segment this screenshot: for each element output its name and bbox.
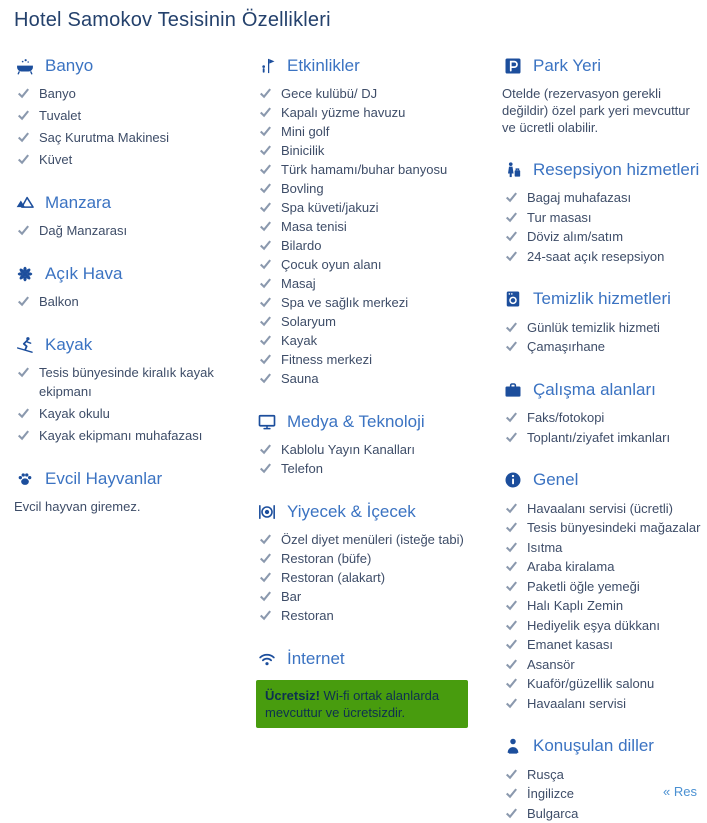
section-title: Park Yeri <box>533 55 602 75</box>
facility-item-label: Mini golf <box>281 124 330 139</box>
facility-item-label: Asansör <box>527 656 575 672</box>
dining-icon <box>256 501 278 522</box>
facility-item-label: Kuaför/güzellik salonu <box>527 676 655 691</box>
facility-item-label: Havaalanı servisi (ücretli) <box>527 500 673 516</box>
check-icon <box>260 549 271 568</box>
check-icon <box>506 188 517 207</box>
check-icon <box>260 141 271 160</box>
facility-item <box>256 312 502 331</box>
section-header <box>502 159 701 180</box>
section-calisma-alanlari <box>502 379 701 447</box>
section-temizlik-hizmetleri <box>502 289 701 357</box>
check-icon <box>260 530 271 549</box>
check-icon <box>506 596 517 615</box>
facility-item-label: Çamaşırhane <box>527 339 606 354</box>
section-header <box>14 334 256 355</box>
check-icon <box>506 408 517 427</box>
facility-item <box>256 217 502 236</box>
facility-item <box>256 530 502 549</box>
facility-list <box>14 363 256 445</box>
section-acik-hava <box>14 263 256 311</box>
facility-item-label: Bulgarca <box>527 805 579 821</box>
facility-item <box>256 255 502 274</box>
facility-item-label: Restoran <box>281 608 334 623</box>
facility-item-label: Çocuk oyun alanı <box>281 257 382 272</box>
facility-item <box>502 635 701 654</box>
facility-item <box>14 426 256 445</box>
facility-item-label: Küvet <box>39 152 73 167</box>
facility-item <box>502 616 701 635</box>
facility-item <box>256 350 502 369</box>
facility-item-label: Döviz alım/satım <box>527 229 624 244</box>
section-header <box>502 289 701 310</box>
check-icon <box>260 103 271 122</box>
check-icon <box>18 128 29 147</box>
facility-item <box>256 141 502 160</box>
facility-item <box>14 128 256 147</box>
facility-item <box>502 408 701 427</box>
section-note: Evcil hayvan giremez. <box>14 499 141 514</box>
banner-highlight: Ücretsiz! <box>265 688 320 703</box>
facility-item <box>256 160 502 179</box>
facility-item-label: Bovling <box>281 181 324 196</box>
facility-item-label: Faks/fotokopi <box>527 410 605 425</box>
check-icon <box>506 518 517 537</box>
facility-item <box>502 227 701 246</box>
facility-item <box>256 293 502 312</box>
section-title: Manzara <box>45 192 112 212</box>
section-medya-and-teknoloji <box>256 411 502 478</box>
facility-item <box>14 404 256 423</box>
section-title: Medya & Teknoloji <box>287 411 425 431</box>
facility-item-label: Telefon <box>281 461 323 476</box>
golf-flag-icon <box>256 55 278 76</box>
facility-item <box>14 363 256 401</box>
section-header <box>14 263 256 284</box>
check-icon <box>260 369 271 388</box>
facility-item <box>502 208 701 227</box>
facility-item-label: Banyo <box>39 86 76 101</box>
section-genel <box>502 470 701 713</box>
check-icon <box>506 694 517 713</box>
facility-item <box>256 459 502 478</box>
section-header <box>502 55 701 76</box>
check-icon <box>506 247 517 266</box>
facility-item <box>502 337 701 356</box>
section-banyo <box>14 55 256 169</box>
facility-item-label: Spa ve sağlık merkezi <box>281 295 409 310</box>
check-icon <box>260 84 271 103</box>
section-title: Yiyecek & İçecek <box>287 501 416 521</box>
check-icon <box>506 784 517 803</box>
section-header <box>256 648 502 669</box>
check-icon <box>18 426 29 445</box>
section-title: Etkinlikler <box>287 55 360 75</box>
facility-list <box>502 499 701 713</box>
facility-item-label: Restoran (büfe) <box>281 551 372 566</box>
check-icon <box>506 538 517 557</box>
check-icon <box>260 331 271 350</box>
facility-list <box>502 188 701 266</box>
section-header <box>502 736 701 757</box>
section-resepsiyon-hizmetleri <box>502 159 701 266</box>
facility-item-label: Fitness merkezi <box>281 352 373 367</box>
facility-item-label: Rusça <box>527 766 564 782</box>
facility-item-label: Havaalanı servisi <box>527 695 626 711</box>
facility-item <box>502 538 701 557</box>
facility-item <box>256 549 502 568</box>
check-icon <box>260 459 271 478</box>
person-icon <box>502 736 524 757</box>
facility-item-label: Tuvalet <box>39 108 82 123</box>
facility-item <box>256 568 502 587</box>
section-title: İnternet <box>287 648 345 668</box>
facility-item-label: Masa tenisi <box>281 219 347 234</box>
section-note: Otelde (rezervasyon gerekli değildir) özel park yeri mevcuttur ve ücretli olabilir. <box>502 86 690 135</box>
section-title: Çalışma alanları <box>533 379 656 399</box>
facility-item <box>502 596 701 615</box>
facility-item-label: Saç Kurutma Makinesi <box>39 130 170 145</box>
facility-item-label: Kapalı yüzme havuzu <box>281 105 406 120</box>
facility-item <box>14 150 256 169</box>
facility-item <box>502 428 701 447</box>
facility-item <box>502 557 701 576</box>
check-icon <box>18 221 29 240</box>
section-title: Açık Hava <box>45 263 123 283</box>
facility-item-label: Dağ Manzarası <box>39 223 128 238</box>
section-kayak <box>14 334 256 445</box>
facility-list <box>502 408 701 447</box>
facility-item <box>256 440 502 459</box>
facility-list <box>256 84 502 388</box>
check-icon <box>18 84 29 103</box>
skier-icon <box>14 334 36 355</box>
facility-item <box>256 84 502 103</box>
facility-item <box>14 106 256 125</box>
facility-list <box>256 530 502 625</box>
mountains-icon <box>14 192 36 213</box>
facility-item-label: Solaryum <box>281 314 336 329</box>
column-1 <box>14 32 256 515</box>
wifi-icon <box>256 648 278 669</box>
facility-item-label: Özel diyet menüleri (isteğe tabi) <box>281 532 464 547</box>
facility-item <box>502 188 701 207</box>
check-icon <box>260 198 271 217</box>
check-icon <box>506 428 517 447</box>
section-header <box>256 411 502 432</box>
check-icon <box>260 350 271 369</box>
check-icon <box>506 577 517 596</box>
section-title: Resepsiyon hizmetleri <box>533 159 700 179</box>
facility-item <box>502 577 701 596</box>
info-icon <box>502 470 524 491</box>
washer-icon <box>502 289 524 310</box>
facility-item-label: Kayak <box>281 333 318 348</box>
free-wifi-banner <box>256 680 468 728</box>
section-title: Temizlik hizmetleri <box>533 289 671 308</box>
facility-item-label: Kayak ekipmanı muhafazası <box>39 428 203 443</box>
facility-item-label: Kayak okulu <box>39 406 110 421</box>
facility-item-label: Tesis bünyesinde kiralık kayak ekipmanı <box>39 365 214 399</box>
facility-item-label: Toplantı/ziyafet imkanları <box>527 429 671 445</box>
parking-icon <box>502 55 524 76</box>
bathtub-icon <box>14 55 36 76</box>
check-icon <box>506 227 517 246</box>
facility-item-label: Bilardo <box>281 238 322 253</box>
facility-item-label: 24-saat açık resepsiyon <box>527 248 665 264</box>
section-header <box>14 468 256 489</box>
section-manzara <box>14 192 256 240</box>
facility-item <box>502 247 701 266</box>
facility-item <box>502 518 701 537</box>
check-icon <box>260 274 271 293</box>
check-icon <box>260 217 271 236</box>
section-header <box>256 501 502 522</box>
section-internet <box>256 648 502 728</box>
facility-item <box>502 765 701 784</box>
section-title: Evcil Hayvanlar <box>45 468 163 488</box>
facility-item <box>256 587 502 606</box>
facility-item <box>502 694 701 713</box>
facility-item-label: Binicilik <box>281 143 325 158</box>
check-icon <box>506 208 517 227</box>
check-icon <box>506 804 517 823</box>
facility-item <box>502 804 701 823</box>
facility-item-label: Bar <box>281 589 302 604</box>
check-icon <box>260 568 271 587</box>
facility-item-label: Halı Kaplı Zemin <box>527 598 624 613</box>
check-icon <box>506 635 517 654</box>
page-title: Hotel Samokov Tesisinin Özellikleri <box>14 9 331 31</box>
bellhop-icon <box>502 159 524 180</box>
check-icon <box>260 606 271 625</box>
facility-item-label: Tesis bünyesindeki mağazalar <box>527 520 701 535</box>
check-icon <box>506 655 517 674</box>
check-icon <box>18 292 29 311</box>
section-etkinlikler <box>256 55 502 388</box>
flower-icon <box>14 263 36 284</box>
facility-item <box>14 292 256 311</box>
check-icon <box>18 150 29 169</box>
section-evcil-hayvanlar <box>14 468 256 515</box>
section-header <box>14 55 256 76</box>
facility-item <box>502 674 701 693</box>
column-3 <box>502 32 701 823</box>
check-icon <box>506 616 517 635</box>
check-icon <box>260 160 271 179</box>
check-icon <box>260 440 271 459</box>
facility-item <box>256 122 502 141</box>
facility-item <box>14 84 256 103</box>
facility-item-label: Araba kiralama <box>527 559 615 574</box>
facility-item <box>256 369 502 388</box>
section-title: Kayak <box>45 334 93 354</box>
section-yiyecek-and-icecek <box>256 501 502 625</box>
check-icon <box>506 337 517 356</box>
facility-item-label: Isıtma <box>527 539 563 555</box>
footer-back-link[interactable]: « Res <box>663 784 697 799</box>
facility-item-label: Masaj <box>281 276 316 291</box>
check-icon <box>260 122 271 141</box>
facility-item <box>256 331 502 350</box>
facility-item <box>502 318 701 337</box>
section-title: Genel <box>533 470 579 489</box>
check-icon <box>18 404 29 423</box>
facility-item-label: Sauna <box>281 371 319 386</box>
facilities-columns <box>0 32 707 823</box>
section-title: Banyo <box>45 55 94 75</box>
check-icon <box>260 255 271 274</box>
check-icon <box>18 363 29 401</box>
facility-item-label: Kablolu Yayın Kanalları <box>281 442 415 457</box>
facility-item-label: Restoran (alakart) <box>281 570 386 585</box>
section-title: Konuşulan diller <box>533 736 654 755</box>
section-konusulan-diller <box>502 736 701 823</box>
check-icon <box>506 499 517 518</box>
check-icon <box>506 318 517 337</box>
check-icon <box>506 765 517 784</box>
check-icon <box>506 674 517 693</box>
facility-item-label: Emanet kasası <box>527 637 613 652</box>
section-park-yeri <box>502 55 701 136</box>
column-2 <box>256 32 502 728</box>
facility-item <box>502 499 701 518</box>
section-header <box>502 379 701 400</box>
facility-item-label: Spa küveti/jakuzi <box>281 200 379 215</box>
facility-item-label: Paketli öğle yemeği <box>527 578 640 594</box>
check-icon <box>260 236 271 255</box>
section-header <box>14 192 256 213</box>
facility-item-label: Türk hamamı/buhar banyosu <box>281 162 448 177</box>
briefcase-icon <box>502 379 524 400</box>
facility-item-label: Tur masası <box>527 209 592 225</box>
section-header <box>256 55 502 76</box>
paw-icon <box>14 468 36 489</box>
facility-item <box>502 655 701 674</box>
facility-list <box>14 292 256 311</box>
facility-item <box>256 274 502 293</box>
facility-item <box>256 198 502 217</box>
facility-item-label: Bagaj muhafazası <box>527 190 632 205</box>
facility-item <box>256 179 502 198</box>
banner-text: Wi-fi ortak alanlarda mevcuttur ve ücretsizdir. <box>265 688 440 720</box>
check-icon <box>260 179 271 198</box>
facility-item-label: Hediyelik eşya dükkanı <box>527 617 660 633</box>
check-icon <box>18 106 29 125</box>
check-icon <box>260 293 271 312</box>
facility-list <box>256 440 502 478</box>
facility-item-label: Balkon <box>39 294 79 309</box>
facility-item <box>256 236 502 255</box>
check-icon <box>260 587 271 606</box>
facility-item-label: Gece kulübü/ DJ <box>281 86 378 101</box>
facility-item-label: İngilizce <box>527 786 574 801</box>
facility-item <box>14 221 256 240</box>
facility-item <box>256 606 502 625</box>
facility-list <box>14 84 256 169</box>
check-icon <box>260 312 271 331</box>
section-header <box>502 470 701 491</box>
facility-item-label: Günlük temizlik hizmeti <box>527 319 660 335</box>
facility-list <box>502 318 701 357</box>
facility-item <box>256 103 502 122</box>
monitor-icon <box>256 411 278 432</box>
check-icon <box>506 557 517 576</box>
facility-list <box>14 221 256 240</box>
